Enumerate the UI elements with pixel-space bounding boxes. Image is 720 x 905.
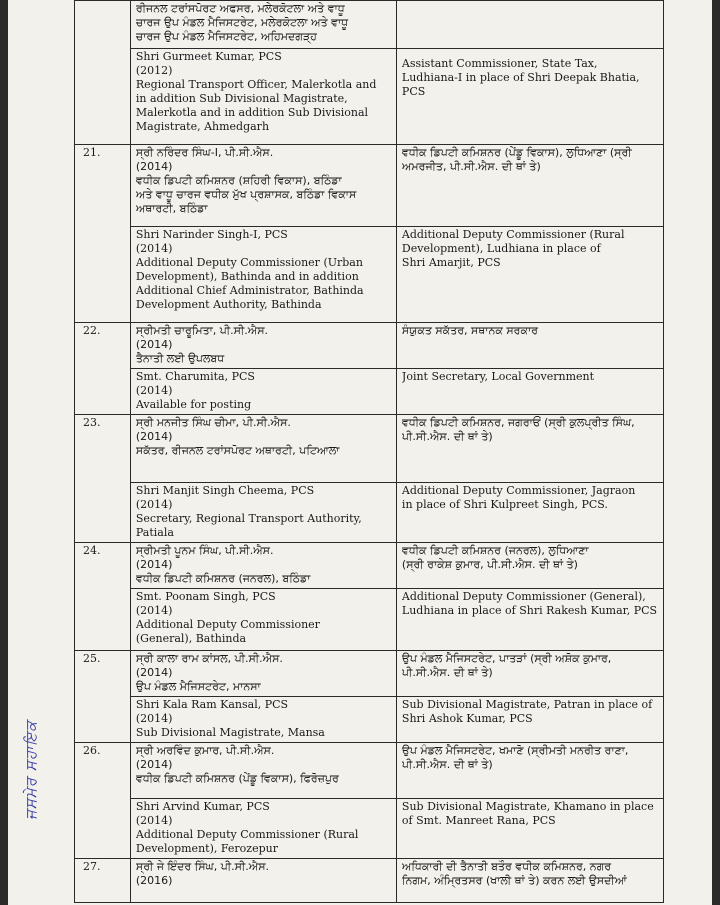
punjabi-officer-cell [130, 415, 396, 483]
text-line: ਵਧੀਕ ਡਿਪਟੀ ਕਮਿਸ਼ਨਰ (ਪੇਂਡੂ ਵਿਕਾਸ), ਫਿਰੋਜ਼ਪੁਰ [135, 772, 339, 785]
punjabi-officer-cell [130, 323, 396, 369]
text-line: Secretary, Regional Transport Authority, [135, 512, 362, 525]
english-officer-cell [130, 483, 396, 543]
text-line: (2016) [135, 874, 173, 887]
serial-number-cell: 26. [75, 743, 131, 859]
text-line: Development Authority, Bathinda [135, 298, 322, 311]
english-officer-cell [130, 697, 396, 743]
english-post-cell [396, 49, 663, 145]
text-line: ਉਪ ਮੰਡਲ ਮੈਜਿਸਟਰੇਟ, ਪਾਤੜਾਂ (ਸ੍ਰੀ ਅਸ਼ੋਕ ਕੁਮਾਰ, [401, 652, 612, 665]
text-line: Shri Arvind Kumar, PCS [135, 800, 270, 813]
text-line: (2014) [135, 666, 173, 679]
text-line: ਉਪ ਮੰਡਲ ਮੈਜਿਸਟਰੇਟ, ਮਾਨਸਾ [135, 680, 261, 693]
text-line: Smt. Poonam Singh, PCS [135, 590, 276, 603]
text-line: Ludhiana in place of Shri Rakesh Kumar, PCS [401, 604, 658, 617]
serial-number-cell [75, 1, 131, 49]
punjabi-post-cell [396, 323, 663, 369]
punjabi-officer-cell [130, 543, 396, 589]
punjabi-post-cell [396, 1, 663, 49]
table-row [75, 483, 664, 543]
english-officer-cell [130, 369, 396, 415]
english-post-cell [396, 483, 663, 543]
text-line: Available for posting [135, 398, 252, 411]
text-line: ਸ੍ਰੀ ਮਨਜੀਤ ਸਿੰਘ ਚੀਮਾ, ਪੀ.ਸੀ.ਐਸ. [135, 416, 291, 429]
punjabi-post-cell [396, 415, 663, 483]
text-line: ਅਮਰਜੀਤ, ਪੀ.ਸੀ.ਐਸ. ਦੀ ਥਾਂ ਤੇ) [401, 160, 541, 173]
text-line: ਤੈਨਾਤੀ ਲਈ ਉਪਲਬਧ [135, 352, 225, 365]
punjabi-post-cell [396, 651, 663, 697]
text-line: (2014) [135, 712, 173, 725]
text-line: ਚਾਰਜ ਉਪ ਮੰਡਲ ਮੈਜਿਸਟਰੇਟ, ਅਹਿਮਦਗੜ੍ਹ [135, 30, 317, 43]
english-post-cell [396, 697, 663, 743]
table-row [75, 369, 664, 415]
text-line: Ludhiana-I in place of Shri Deepak Bhatia, [401, 71, 640, 84]
transfer-table [74, 0, 664, 903]
serial-number-cell: 25. [75, 651, 131, 743]
text-line: (2014) [135, 242, 173, 255]
english-officer-cell [130, 799, 396, 859]
text-line: ਵਧੀਕ ਡਿਪਟੀ ਕਮਿਸ਼ਨਰ (ਜਨਰਲ), ਬਠਿੰਡਾ [135, 572, 311, 585]
text-line: (General), Bathinda [135, 632, 247, 645]
document-page [8, 0, 712, 905]
text-line: Smt. Charumita, PCS [135, 370, 255, 383]
text-line: Additional Deputy Commissioner [135, 618, 320, 631]
text-line: PCS [401, 85, 426, 98]
table-row [75, 323, 664, 369]
text-line: Development), Bathinda and in addition [135, 270, 359, 283]
text-line: (2014) [135, 814, 173, 827]
table-row [75, 415, 664, 483]
serial-number-cell: 24. [75, 543, 131, 651]
text-line: ਉਪ ਮੰਡਲ ਮੈਜਿਸਟਰੇਟ, ਖਮਾਣੋ (ਸ੍ਰੀਮਤੀ ਮਨਰੀਤ ਰਾਣਾ, [401, 744, 629, 757]
text-line: Shri Gurmeet Kumar, PCS [135, 50, 282, 63]
text-line: Additional Deputy Commissioner (Urban [135, 256, 363, 269]
text-line: ਸ੍ਰੀ ਅਰਵਿੰਦ ਕੁਮਾਰ, ਪੀ.ਸੀ.ਐਸ. [135, 744, 275, 757]
text-line: Additional Deputy Commissioner (Rural [401, 228, 625, 241]
text-line: Sub Divisional Magistrate, Patran in place of [401, 698, 653, 711]
table-row [75, 799, 664, 859]
text-line: Assistant Commissioner, State Tax, [401, 57, 598, 70]
table-row [75, 227, 664, 323]
text-line: (2014) [135, 384, 173, 397]
text-line: ਅਤੇ ਵਾਧੂ ਚਾਰਜ ਵਧੀਕ ਮੁੱਖ ਪ੍ਰਸ਼ਾਸਕ, ਬਠਿੰਡਾ ਵਿਕਾਸ [135, 188, 357, 201]
text-line: ਨਿਗਮ, ਅੰਮ੍ਰਿਤਸਰ (ਖਾਲੀ ਥਾਂ ਤੇ) ਕਰਨ ਲਈ ਉਸਦੀਆਂ [401, 874, 627, 887]
text-line: Malerkotla and in addition Sub Divisional [135, 106, 369, 119]
text-line: ਅਥਾਰਟੀ, ਬਠਿੰਡਾ [135, 202, 208, 215]
punjabi-post-cell [396, 145, 663, 227]
text-line: ਵਧੀਕ ਡਿਪਟੀ ਕਮਿਸ਼ਨਰ (ਜਨਰਲ), ਲੁਧਿਆਣਾ [401, 544, 589, 557]
text-line: Sub Divisional Magistrate, Khamano in place [401, 800, 654, 813]
text-line: Additional Deputy Commissioner (General), [401, 590, 646, 603]
table-row [75, 1, 664, 49]
text-line: Patiala [135, 526, 174, 539]
table-row [75, 49, 664, 145]
punjabi-post-cell [396, 859, 663, 903]
text-line: (2014) [135, 498, 173, 511]
text-line: Development), Ludhiana in place of [401, 242, 601, 255]
punjabi-officer-cell [130, 743, 396, 799]
text-line: ਸ੍ਰੀ ਨਰਿੰਦਰ ਸਿੰਘ-I, ਪੀ.ਸੀ.ਐਸ. [135, 146, 274, 159]
english-officer-cell [130, 49, 396, 145]
text-line: ਪੀ.ਸੀ.ਐਸ. ਦੀ ਥਾਂ ਤੇ) [401, 430, 493, 443]
english-post-cell [396, 799, 663, 859]
text-line: (2014) [135, 558, 173, 571]
table-row [75, 697, 664, 743]
text-line: ਵਧੀਕ ਡਿਪਟੀ ਕਮਿਸ਼ਨਰ, ਜਗਰਾਓਂ (ਸ੍ਰੀ ਕੁਲਪ੍ਰੀਤ ਸਿੰਘ, [401, 416, 635, 429]
text-line: (2014) [135, 604, 173, 617]
english-officer-cell [130, 589, 396, 651]
text-line: ਸ੍ਰੀਮਤੀ ਪੂਨਮ ਸਿੰਘ, ਪੀ.ਸੀ.ਐਸ. [135, 544, 274, 557]
text-line: Shri Ashok Kumar, PCS [401, 712, 533, 725]
text-line: (2014) [135, 160, 173, 173]
text-line: (2014) [135, 430, 173, 443]
punjabi-post-cell [396, 543, 663, 589]
text-line: Additional Chief Administrator, Bathinda [135, 284, 364, 297]
serial-number-cell: 21. [75, 145, 131, 323]
text-line: Additional Deputy Commissioner (Rural [135, 828, 359, 841]
text-line: ਪੀ.ਸੀ.ਐਸ. ਦੀ ਥਾਂ ਤੇ) [401, 758, 493, 771]
english-post-cell [396, 589, 663, 651]
serial-number-cell: 27. [75, 859, 131, 903]
text-line: Shri Amarjit, PCS [401, 256, 501, 269]
text-line: ਅਧਿਕਾਰੀ ਦੀ ਤੈਨਾਤੀ ਬਤੌਰ ਵਧੀਕ ਕਮਿਸ਼ਨਰ, ਨਗਰ [401, 860, 612, 873]
text-line: ਸ੍ਰੀ ਜੇ ਇੰਦਰ ਸਿੰਘ, ਪੀ.ਸੀ.ਐਸ. [135, 860, 270, 873]
text-line: in addition Sub Divisional Magistrate, [135, 92, 348, 105]
text-line: Magistrate, Ahmedgarh [135, 120, 270, 133]
punjabi-officer-cell [130, 145, 396, 227]
text-line: ਰੀਜਨਲ ਟਰਾਂਸਪੋਰਟ ਅਫਸਰ, ਮਲੇਰਕੋਟਲਾ ਅਤੇ ਵਾਧੂ [135, 2, 345, 15]
text-line: ਸਕੱਤਰ, ਰੀਜਨਲ ਟਰਾਂਸਪੋਰਟ ਅਥਾਰਟੀ, ਪਟਿਆਲਾ [135, 444, 340, 457]
text-line: ਵਧੀਕ ਡਿਪਟੀ ਕਮਿਸ਼ਨਰ (ਪੇਂਡੂ ਵਿਕਾਸ), ਲੁਧਿਆਣਾ (ਸ੍ਰੀ [401, 146, 632, 159]
serial-number-cell [75, 49, 131, 145]
table-row [75, 543, 664, 589]
text-line: Shri Manjit Singh Cheema, PCS [135, 484, 315, 497]
text-line: (2012) [135, 64, 173, 77]
text-line: ਪੀ.ਸੀ.ਐਸ. ਦੀ ਥਾਂ ਤੇ) [401, 666, 493, 679]
text-line: (2014) [135, 338, 173, 351]
text-line: Development), Ferozepur [135, 842, 278, 855]
text-line: ਸ੍ਰੀ ਕਾਲਾ ਰਾਮ ਕਾਂਸਲ, ਪੀ.ਸੀ.ਐਸ. [135, 652, 283, 665]
text-line: ਵਧੀਕ ਡਿਪਟੀ ਕਮਿਸ਼ਨਰ (ਸ਼ਹਿਰੀ ਵਿਕਾਸ), ਬਠਿੰਡਾ [135, 174, 342, 187]
text-line: Joint Secretary, Local Government [401, 370, 595, 383]
table-row [75, 743, 664, 799]
text-line: in place of Shri Kulpreet Singh, PCS. [401, 498, 608, 511]
text-line: Sub Divisional Magistrate, Mansa [135, 726, 325, 739]
serial-number-cell: 23. [75, 415, 131, 543]
serial-number-cell: 22. [75, 323, 131, 415]
text-line: ਸ੍ਰੀਮਤੀ ਚਾਰੂਮਿਤਾ, ਪੀ.ਸੀ.ਐਸ. [135, 324, 269, 337]
english-officer-cell [130, 227, 396, 323]
text-line: Shri Kala Ram Kansal, PCS [135, 698, 289, 711]
text-line: Regional Transport Officer, Malerkotla and [135, 78, 377, 91]
english-post-cell [396, 227, 663, 323]
table-row [75, 145, 664, 227]
table-row [75, 859, 664, 903]
text-line: Additional Deputy Commissioner, Jagraon [401, 484, 636, 497]
text-line: ਸੰਯੁਕਤ ਸਕੱਤਰ, ਸਥਾਨਕ ਸਰਕਾਰ [401, 324, 538, 337]
english-post-cell [396, 369, 663, 415]
punjabi-officer-cell [130, 1, 396, 49]
text-line: (ਸ੍ਰੀ ਰਾਕੇਸ਼ ਕੁਮਾਰ, ਪੀ.ਸੀ.ਐਸ. ਦੀ ਥਾਂ ਤੇ) [401, 558, 578, 571]
punjabi-officer-cell [130, 859, 396, 903]
text-line: of Smt. Manreet Rana, PCS [401, 814, 556, 827]
table-row [75, 651, 664, 697]
text-line: Shri Narinder Singh-I, PCS [135, 228, 288, 241]
text-line: (2014) [135, 758, 173, 771]
punjabi-post-cell [396, 743, 663, 799]
punjabi-officer-cell [130, 651, 396, 697]
handwritten-side-note: ਜਸਮੇਰ ਸਹਾਇਕ [22, 720, 40, 820]
table-row [75, 589, 664, 651]
text-line: ਚਾਰਜ ਉਪ ਮੰਡਲ ਮੈਜਿਸਟਰੇਟ, ਮਲੇਰਕੋਟਲਾ ਅਤੇ ਵਾਧੂ [135, 16, 349, 29]
